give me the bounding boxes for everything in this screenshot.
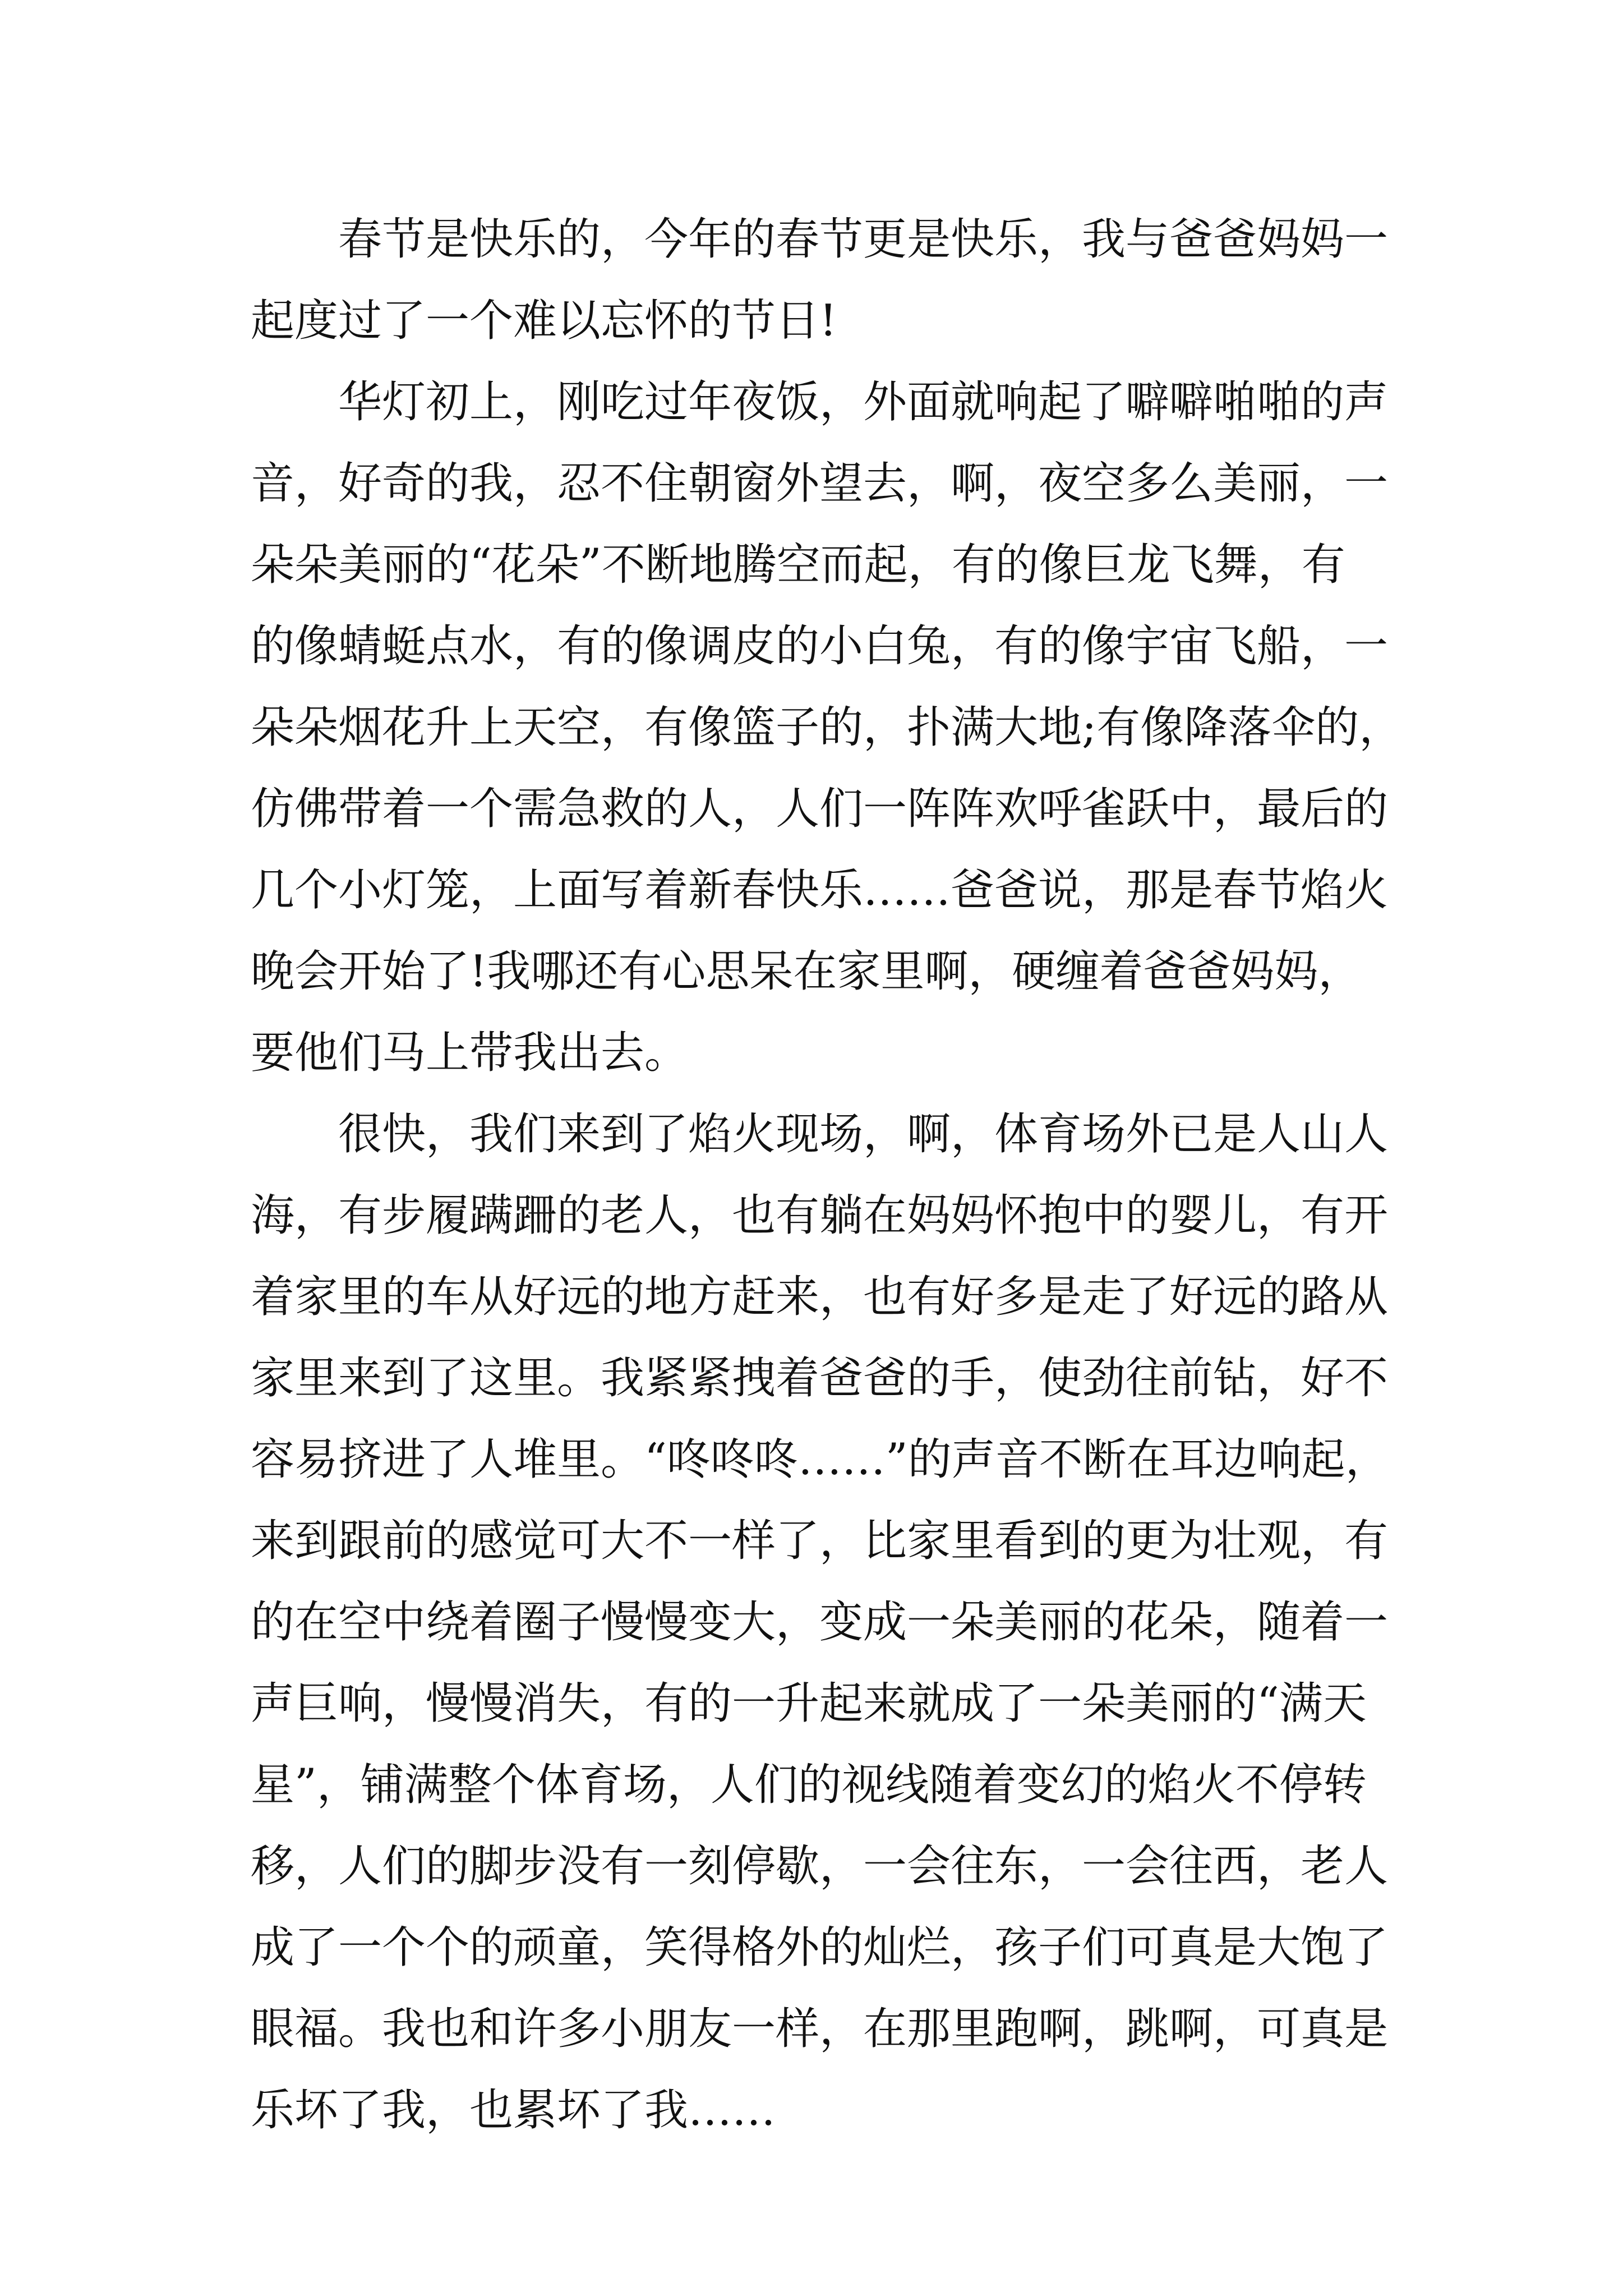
text-line: 星”，铺满整个体育场，人们的视线随着变幻的焰火不停转 xyxy=(251,1760,1367,1810)
text-line: 成了一个个的顽童，笑得格外的灿烂，孩子们可真是大饱了 xyxy=(251,1922,1389,1973)
text-line: 晚会开始了!我哪还有心思呆在家里啊，硬缠着爸爸妈妈， xyxy=(251,946,1362,997)
text-line: 要他们马上带我出去。 xyxy=(251,1028,689,1078)
text-line: 家里来到了这里。我紧紧拽着爸爸的手，使劲往前钻，好不 xyxy=(251,1353,1389,1404)
text-line: 很快，我们来到了焰火现场，啊，体育场外已是人山人 xyxy=(338,1109,1389,1159)
text-line: 着家里的车从好远的地方赶来，也有好多是走了好远的路从 xyxy=(251,1272,1389,1322)
paragraph-1 xyxy=(251,199,1400,362)
text-line: 仿佛带着一个需急救的人，人们一阵阵欢呼雀跃中，最后的 xyxy=(251,784,1389,834)
text-line: 朵朵美丽的“花朵”不断地腾空而起，有的像巨龙飞舞，有 xyxy=(251,540,1345,590)
text-line: 音，好奇的我，忍不住朝窗外望去，啊，夜空多么美丽，一 xyxy=(251,458,1389,509)
text-line: 乐坏了我，也累坏了我…… xyxy=(251,2085,776,2136)
text-line: 眼福。我也和许多小朋友一样，在那里跑啊，跳啊，可真是 xyxy=(251,2004,1389,2054)
text-line: 容易挤进了人堆里。“咚咚咚……”的声音不断在耳边响起， xyxy=(251,1434,1389,1485)
text-line: 几个小灯笼，上面写着新春快乐……爸爸说，那是春节焰火 xyxy=(251,865,1389,915)
text-line: 朵朵烟花升上天空，有像篮子的，扑满大地;有像降落伞的， xyxy=(251,702,1403,753)
text-line: 春节是快乐的，今年的春节更是快乐，我与爸爸妈妈一 xyxy=(338,214,1389,265)
paragraph-2 xyxy=(251,362,1403,1094)
text-line: 起度过了一个难以忘怀的节日! xyxy=(251,296,837,346)
document-body xyxy=(251,199,1403,2151)
text-line: 的像蜻蜓点水，有的像调皮的小白兔，有的像宇宙飞船，一 xyxy=(251,621,1389,671)
paragraph-3 xyxy=(251,1094,1400,2151)
text-line: 华灯初上，刚吃过年夜饭，外面就响起了噼噼啪啪的声 xyxy=(338,377,1389,427)
text-line: 来到跟前的感觉可大不一样了，比家里看到的更为壮观，有 xyxy=(251,1516,1389,1566)
text-line: 海，有步履蹒跚的老人，也有躺在妈妈怀抱中的婴儿，有开 xyxy=(251,1190,1389,1241)
text-line: 声巨响，慢慢消失，有的一升起来就成了一朵美丽的“满天 xyxy=(251,1678,1367,1729)
text-line: 移，人们的脚步没有一刻停歇，一会往东，一会往西，老人 xyxy=(251,1841,1389,1892)
text-line: 的在空中绕着圈子慢慢变大，变成一朵美丽的花朵，随着一 xyxy=(251,1597,1389,1648)
